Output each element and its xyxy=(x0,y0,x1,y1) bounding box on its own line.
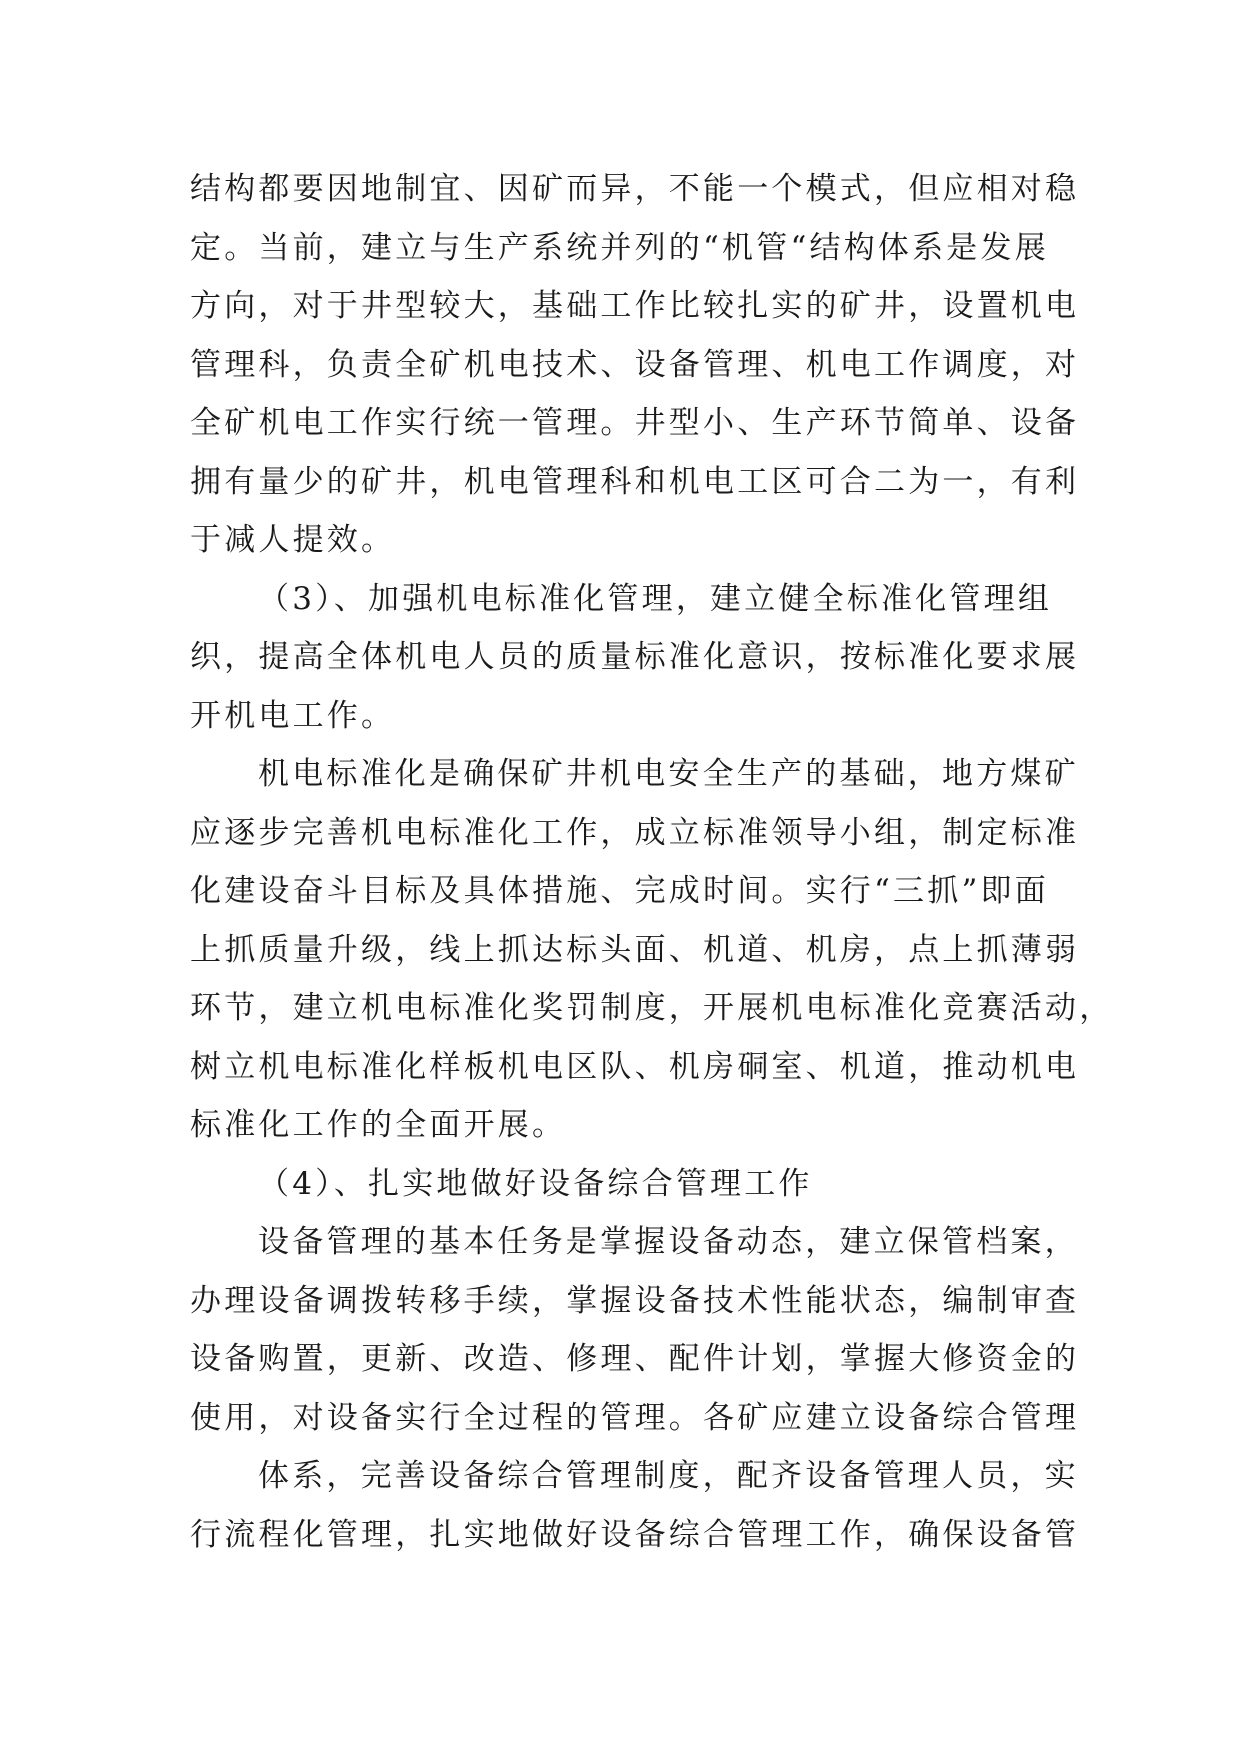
text-line: 管理科，负责全矿机电技术、设备管理、机电工作调度，对 xyxy=(190,346,1080,383)
text-line: 机电标准化是确保矿井机电安全生产的基础，地方煤矿 xyxy=(258,756,1079,792)
text-line: 设备管理的基本任务是掌握设备动态，建立保管档案， xyxy=(258,1224,1079,1260)
text-line: 方向，对于井型较大，基础工作比较扎实的矿井，设置机电 xyxy=(190,288,1080,324)
text-line: 树立机电标准化样板机电区队、机房硐室、机道，推动机电 xyxy=(190,1048,1080,1085)
text-line: 织，提高全体机电人员的质量标准化意识，按标准化要求展 xyxy=(190,639,1080,675)
text-line: （4）、扎实地做好设备综合管理工作 xyxy=(258,1165,813,1202)
text-line: 全矿机电工作实行统一管理。井型小、生产环节简单、设备 xyxy=(190,405,1080,441)
text-line: 于减人提效。 xyxy=(190,522,396,558)
text-line: 使用，对设备实行全过程的管理。各矿应建立设备综合管理 xyxy=(190,1399,1080,1436)
document-body xyxy=(190,160,1114,1564)
text-line: 开机电工作。 xyxy=(190,697,396,734)
text-line: 体系，完善设备综合管理制度，配齐设备管理人员，实 xyxy=(258,1458,1079,1494)
text-line: 办理设备调拨转移手续，掌握设备技术性能状态，编制审查 xyxy=(190,1282,1080,1319)
text-line: 结构都要因地制宜、因矿而异，不能一个模式，但应相对稳 xyxy=(190,171,1080,207)
text-line: （3）、加强机电标准化管理，建立健全标准化管理组 xyxy=(258,580,1053,617)
text-line: 行流程化管理，扎实地做好设备综合管理工作，确保设备管 xyxy=(190,1516,1080,1553)
text-line: 设备购置，更新、改造、修理、配件计划，掌握大修资金的 xyxy=(190,1341,1080,1377)
text-line: 应逐步完善机电标准化工作，成立标准领导小组，制定标准 xyxy=(190,814,1080,851)
text-line: 定。当前，建立与生产系统并列的“机管“结构体系是发展 xyxy=(190,229,1049,266)
text-line: 拥有量少的矿井，机电管理科和机电工区可合二为一，有利 xyxy=(190,463,1080,500)
text-line: 标准化工作的全面开展。 xyxy=(190,1107,567,1143)
text-line: 环节，建立机电标准化奖罚制度，开展机电标准化竞赛活动， xyxy=(190,990,1114,1026)
text-line: 化建设奋斗目标及具体措施、完成时间。实行“三抓”即面 xyxy=(190,873,1049,909)
text-line: 上抓质量升级，线上抓达标头面、机道、机房，点上抓薄弱 xyxy=(190,931,1080,968)
